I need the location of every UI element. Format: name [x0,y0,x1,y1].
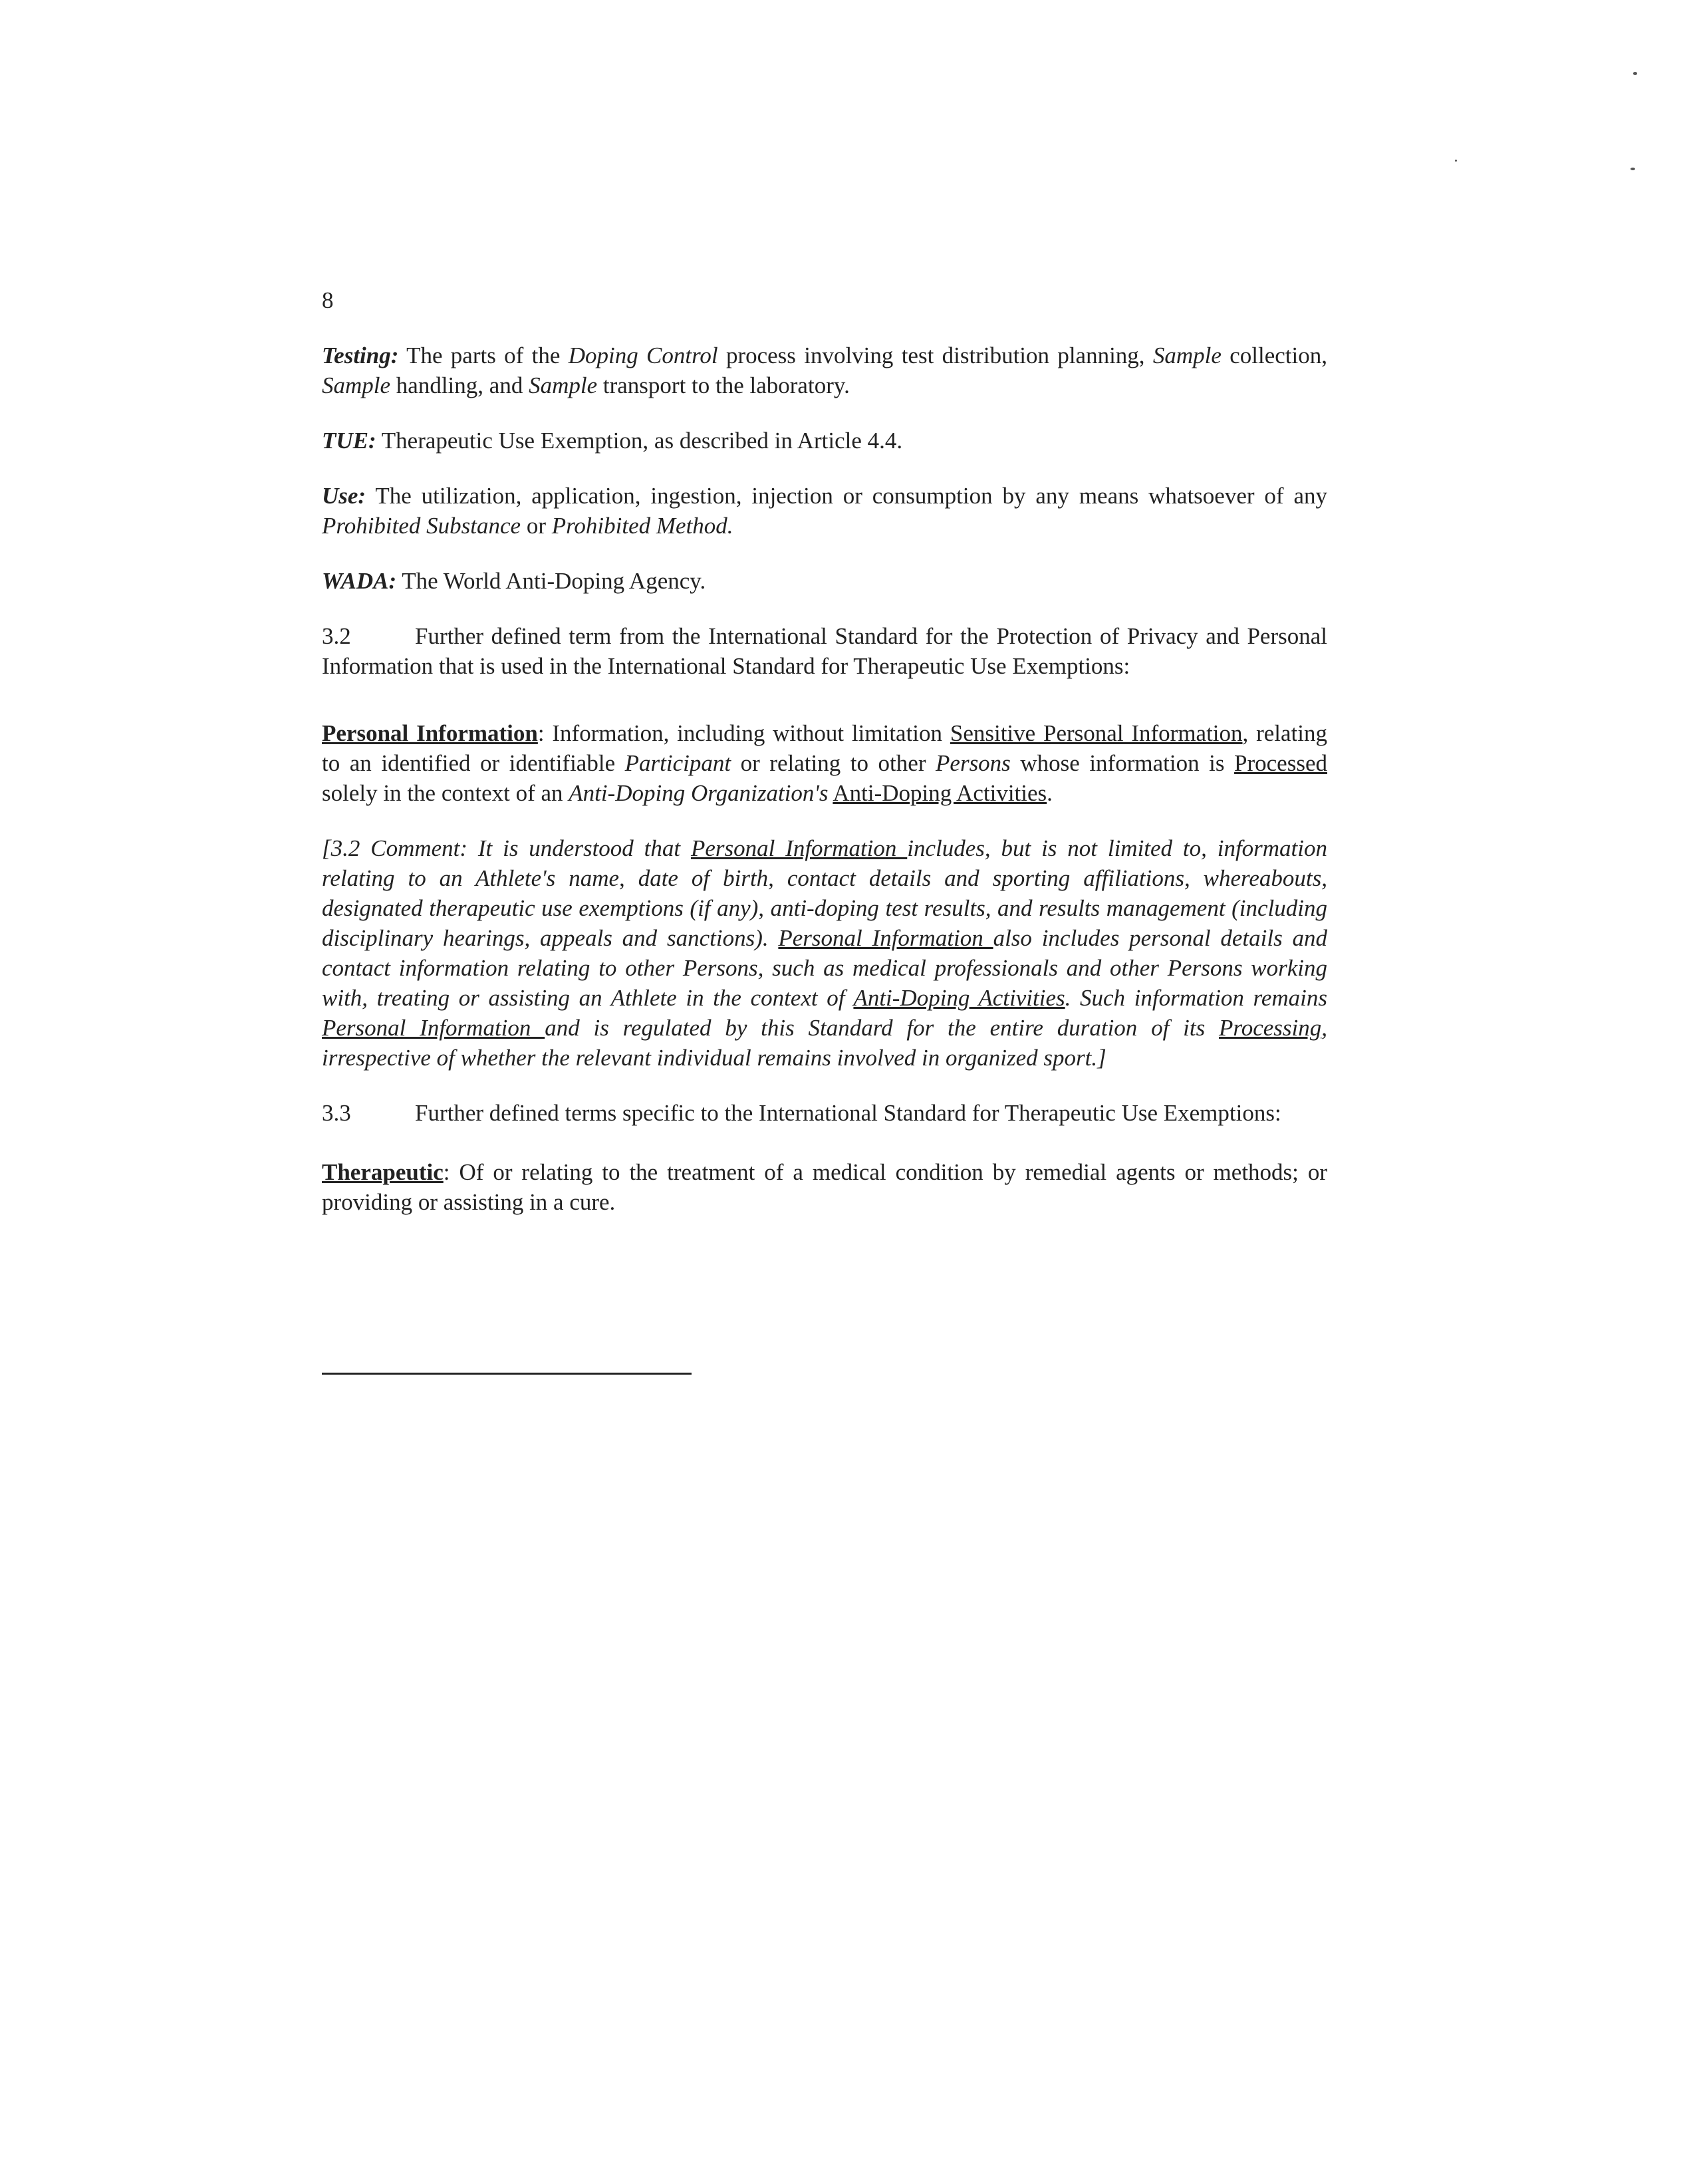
definition-tue [322,426,1327,456]
section-number: 3.3 [322,1100,351,1126]
comment-text: [3.2 Comment: It is understood that [322,835,691,861]
linked-term: Personal Information [778,925,993,951]
comment-text: and is regulated by this Standard for the entire duration of its [545,1015,1219,1041]
definition-testing [322,341,1327,400]
definition-text: The utilization, application, ingestion, injection or consumption by any means whatsoever of any [366,483,1327,509]
defined-term-reference: Prohibited Substance [322,513,521,539]
linked-term: Processing [1219,1015,1322,1041]
defined-term-reference: Doping Control [568,342,718,368]
defined-term-reference: Anti-Doping Organization's [569,780,829,806]
definition-text: : Of or relating to the treatment of a medical condition by remedial agents or methods; or providing or assisting in a cure. [322,1159,1327,1215]
term-tue: TUE: [322,428,376,454]
term-wada: WADA: [322,568,397,594]
section-3-2 [322,621,1327,681]
definition-text: transport to the laboratory. [597,372,850,398]
scan-speck [1630,168,1635,170]
definition-text: , relating to an identified or identifiable [322,720,1327,776]
definition-text: or relating to other [731,750,936,776]
comment-text: also includes personal details and contact information relating to other Persons, such as medical professionals and other Persons working with, treating or assisting an Athlete in the context of [322,925,1328,1011]
definition-therapeutic [322,1157,1327,1217]
definition-text: solely in the context of an [322,780,569,806]
defined-term-reference: Persons [936,750,1011,776]
definition-text: or [521,513,552,539]
definition-text: . [1047,780,1053,806]
definition-text: whose information is [1010,750,1235,776]
comment-text: . Such information remains [1065,985,1328,1011]
term-use: Use: [322,483,366,509]
definition-text: process involving test distribution planning, [717,342,1153,368]
section-text: Further defined terms specific to the International Standard for Therapeutic Use Exemptions: [415,1100,1281,1126]
term-testing: Testing: [322,342,399,368]
definition-wada [322,566,1327,596]
definition-text: The World Anti-Doping Agency. [396,568,706,594]
defined-term-reference: Sample [322,372,391,398]
comment-text: includes, but is not limited to, information relating to an Athlete's name, date of birth, contact details and sporting affiliations, whereabouts, designated therapeutic use exemptions (if any), anti-doping test results, and results management (including disciplinary hearings, appeals and sanctions). [322,835,1328,951]
scan-speck [1455,160,1457,162]
footnote-divider [322,1373,692,1375]
definition-text: : Information, including without limitation [537,720,950,746]
definition-text: Therapeutic Use Exemption, as described in Article 4.4. [376,428,903,454]
section-number: 3.2 [322,623,351,649]
definition-personal-information [322,718,1327,808]
definition-text: The parts of the [398,342,569,368]
definition-use [322,481,1327,541]
linked-term: Anti-Doping Activities [833,780,1047,806]
definition-text: handling, and [390,372,529,398]
linked-term: Processed [1234,750,1327,776]
linked-term: Sensitive Personal Information [950,720,1243,746]
defined-term-reference: Participant [624,750,731,776]
term-personal-information: Personal Information [322,720,538,746]
document-body [322,341,1327,1242]
term-therapeutic: Therapeutic [322,1159,444,1185]
linked-term: Personal Information [690,835,908,861]
linked-term: Personal Information [322,1015,545,1041]
defined-term-reference: Prohibited Method. [551,513,733,539]
scan-speck [1633,72,1637,75]
page-number: 8 [322,287,334,313]
comment-3-2 [322,833,1327,1073]
defined-term-reference: Sample [529,372,598,398]
section-3-3 [322,1098,1327,1128]
section-text: Further defined term from the International Standard for the Protection of Privacy and Personal Information that is used in the International Standard for Therapeutic Use Exemptions: [322,623,1327,679]
linked-term: Anti-Doping Activities [853,985,1065,1011]
definition-text: collection, [1221,342,1327,368]
comment-text: , irrespective of whether the relevant individual remains involved in organized sport.] [322,1015,1327,1071]
defined-term-reference: Sample [1152,342,1222,368]
